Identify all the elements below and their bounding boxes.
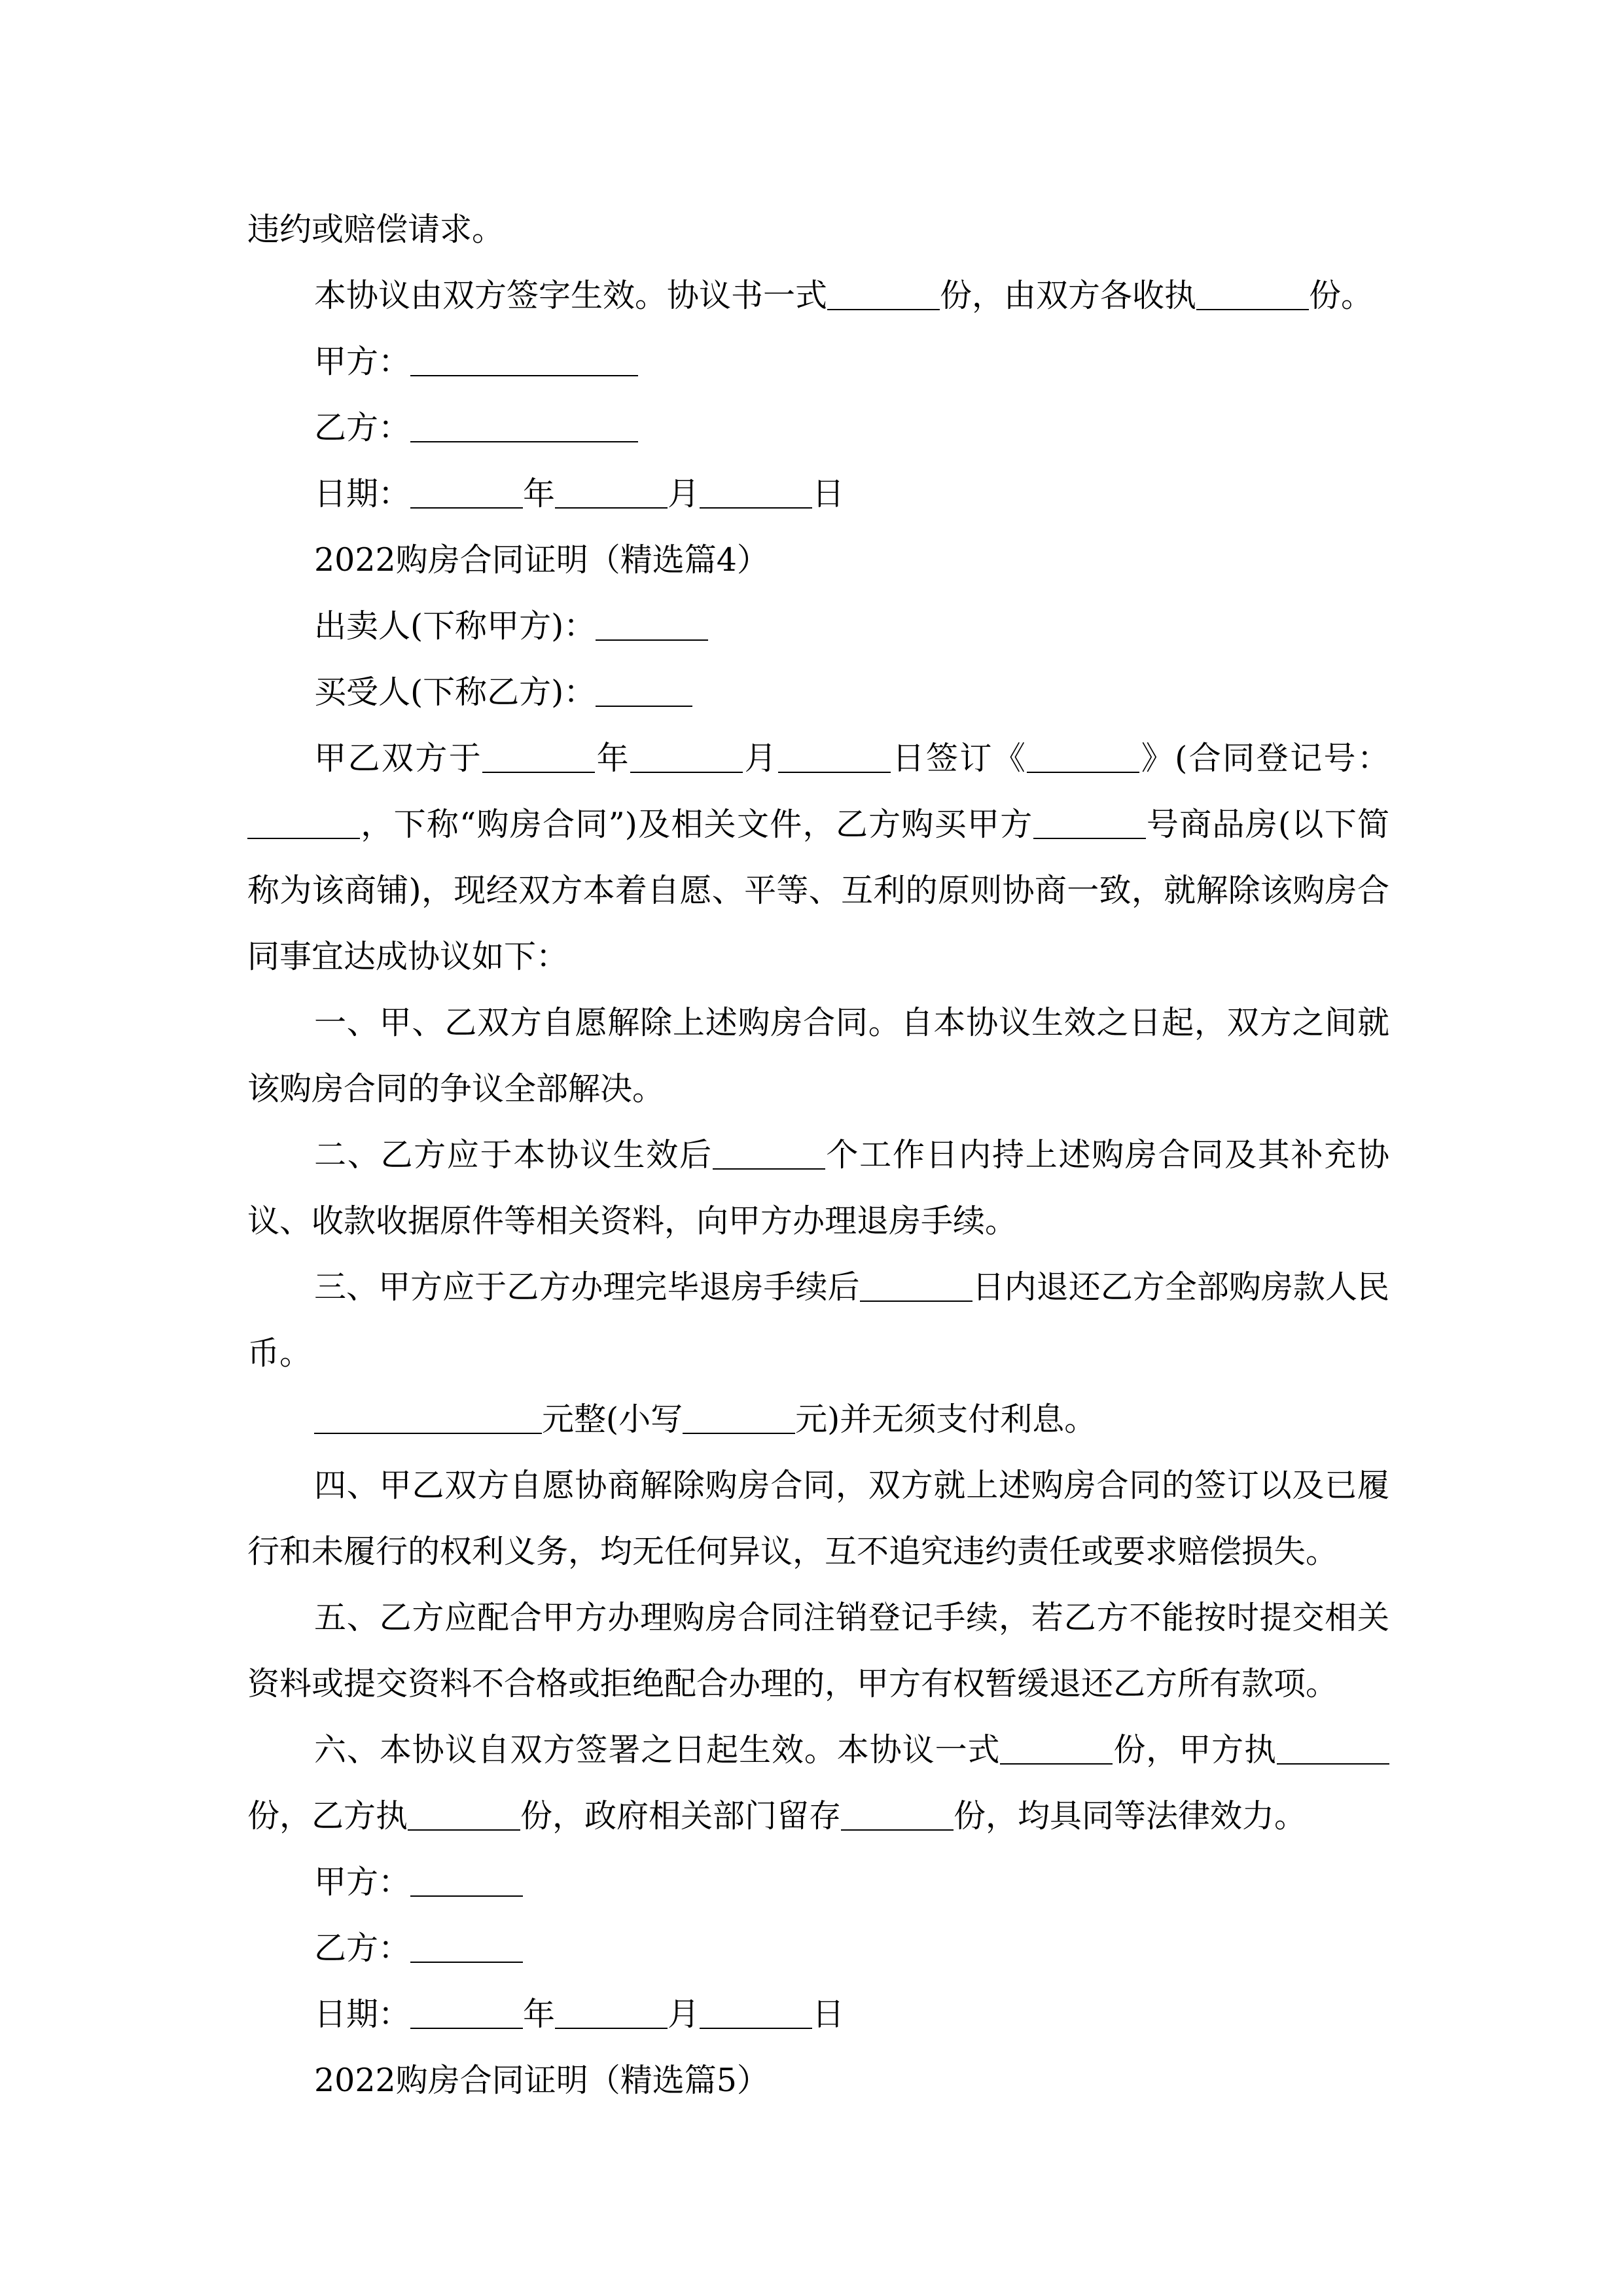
text: 二、乙方应于本协议生效后 [314, 1136, 713, 1174]
text: 份，均具同等法律效力。 [954, 1797, 1307, 1835]
text: 份，政府相关部门留存 [520, 1797, 842, 1835]
heading-text: 2022购房合同证明（精选篇4） [314, 541, 769, 579]
signature-date-2 [247, 1981, 1389, 2047]
text: 月 [743, 740, 779, 777]
blank-buyer[interactable] [596, 673, 692, 707]
text: 日 [812, 475, 845, 512]
text: 份。 [1309, 277, 1374, 314]
text: 违约或赔偿请求。 [247, 211, 505, 248]
text: 一、甲、乙双方自愿解除上述购房合同。自本协议生效之日起，双方之间就该购房合同的争议全部解决。 [247, 1004, 1389, 1107]
signature-party-b [247, 395, 1389, 461]
blank-amount-figures[interactable] [683, 1401, 795, 1434]
clause-6 [247, 1717, 1389, 1849]
clause-3 [247, 1254, 1389, 1386]
blank-copies-each[interactable] [1196, 277, 1309, 310]
label: 出卖人(下称甲方)： [314, 607, 596, 645]
buyer-line [247, 659, 1389, 725]
section-heading-5 [247, 2047, 1389, 2113]
text: 月 [668, 475, 700, 512]
blank-party-a-signature[interactable] [410, 343, 638, 376]
text: 元)并无须支付利息。 [795, 1401, 1097, 1438]
label: 乙方： [314, 1929, 411, 1967]
text: 日内退还乙方全部购房款人民币。 [247, 1268, 1389, 1372]
blank-copies-total[interactable] [827, 277, 940, 310]
label: 乙方： [314, 409, 411, 446]
label: 日期： [314, 1996, 411, 2033]
blank-year[interactable] [410, 1996, 523, 2029]
label: 买受人(下称乙方)： [314, 673, 596, 711]
text: 六、本协议自双方签署之日起生效。本协议一式 [314, 1731, 1001, 1768]
paragraph-breach-claim [247, 196, 1389, 262]
blank-copies-total[interactable] [1000, 1731, 1113, 1765]
text: 甲乙双方于 [314, 740, 483, 777]
blank-party-b-signature[interactable] [410, 409, 638, 442]
blank-house-number[interactable] [1033, 806, 1146, 839]
text: 年 [595, 740, 631, 777]
blank-contract-name[interactable] [1027, 740, 1139, 773]
clause-3-amount [247, 1386, 1389, 1452]
text: 日签订《 [891, 740, 1027, 777]
text: 月 [668, 1996, 700, 2033]
clause-4 [247, 1452, 1389, 1585]
text: ，下称“购房合同”)及相关文件，乙方购买甲方 [360, 806, 1033, 843]
section-heading-4 [247, 527, 1389, 593]
text: 年 [523, 1996, 556, 2033]
blank-copies-government[interactable] [841, 1797, 954, 1831]
blank-month[interactable] [555, 1996, 668, 2029]
clause-1 [247, 990, 1389, 1122]
blank-day[interactable] [700, 1996, 812, 2029]
document-page [247, 196, 1389, 2113]
blank-party-b-signature[interactable] [410, 1929, 523, 1963]
blank-registration-number[interactable] [247, 806, 360, 839]
clause-2 [247, 1122, 1389, 1254]
text: 号商品房(以下简称为该商铺)，现经双方本着自愿、平等、互利的原则协商一致，就解除该购房合同事宜达成协议如下： [247, 806, 1390, 975]
blank-party-a-signature[interactable] [410, 1863, 523, 1897]
text: 份，由双方各收执 [940, 277, 1197, 314]
text: 份，甲方执 [1113, 1731, 1277, 1768]
signature-party-b-2 [247, 1915, 1389, 1981]
blank-working-days[interactable] [713, 1136, 825, 1170]
blank-month[interactable] [555, 475, 668, 509]
blank-sign-year[interactable] [482, 740, 595, 773]
text: 》(合同登记号： [1139, 740, 1389, 777]
text: 年 [523, 475, 556, 512]
text: 本协议由双方签字生效。协议书一式 [314, 277, 828, 314]
signature-party-a-2 [247, 1849, 1389, 1915]
label: 甲方： [314, 343, 411, 380]
text: 日 [812, 1996, 845, 2033]
blank-sign-month[interactable] [630, 740, 743, 773]
blank-amount-words[interactable] [314, 1401, 542, 1434]
clause-5 [247, 1585, 1389, 1717]
seller-line [247, 593, 1389, 659]
blank-refund-days[interactable] [860, 1268, 972, 1302]
heading-text: 2022购房合同证明（精选篇5） [314, 2062, 769, 2099]
label: 日期： [314, 475, 411, 512]
paragraph-preamble [247, 725, 1389, 990]
blank-copies-party-b[interactable] [408, 1797, 520, 1831]
blank-seller[interactable] [596, 607, 708, 641]
blank-copies-party-a[interactable] [1277, 1731, 1389, 1765]
blank-sign-day[interactable] [778, 740, 891, 773]
blank-day[interactable] [700, 475, 812, 509]
text: 三、甲方应于乙方办理完毕退房手续后 [314, 1268, 860, 1306]
label: 甲方： [314, 1863, 411, 1901]
signature-date [247, 461, 1389, 527]
text: 份，乙方执 [247, 1797, 408, 1835]
blank-year[interactable] [410, 475, 523, 509]
text: 四、甲乙双方自愿协商解除购房合同，双方就上述购房合同的签订以及已履行和未履行的权利义务，均无任何异议，互不追究违约责任或要求赔偿损失。 [247, 1467, 1389, 1570]
text: 元整(小写 [542, 1401, 683, 1438]
signature-party-a [247, 329, 1389, 395]
text: 五、乙方应配合甲方办理购房合同注销登记手续，若乙方不能按时提交相关资料或提交资料不合格或拒绝配合办理的，甲方有权暂缓退还乙方所有款项。 [247, 1599, 1389, 1702]
text: 个工作日内持上述购房合同及其补充协议、收款收据原件等相关资料，向甲方办理退房手续。 [247, 1136, 1389, 1240]
paragraph-effectiveness [247, 262, 1389, 329]
